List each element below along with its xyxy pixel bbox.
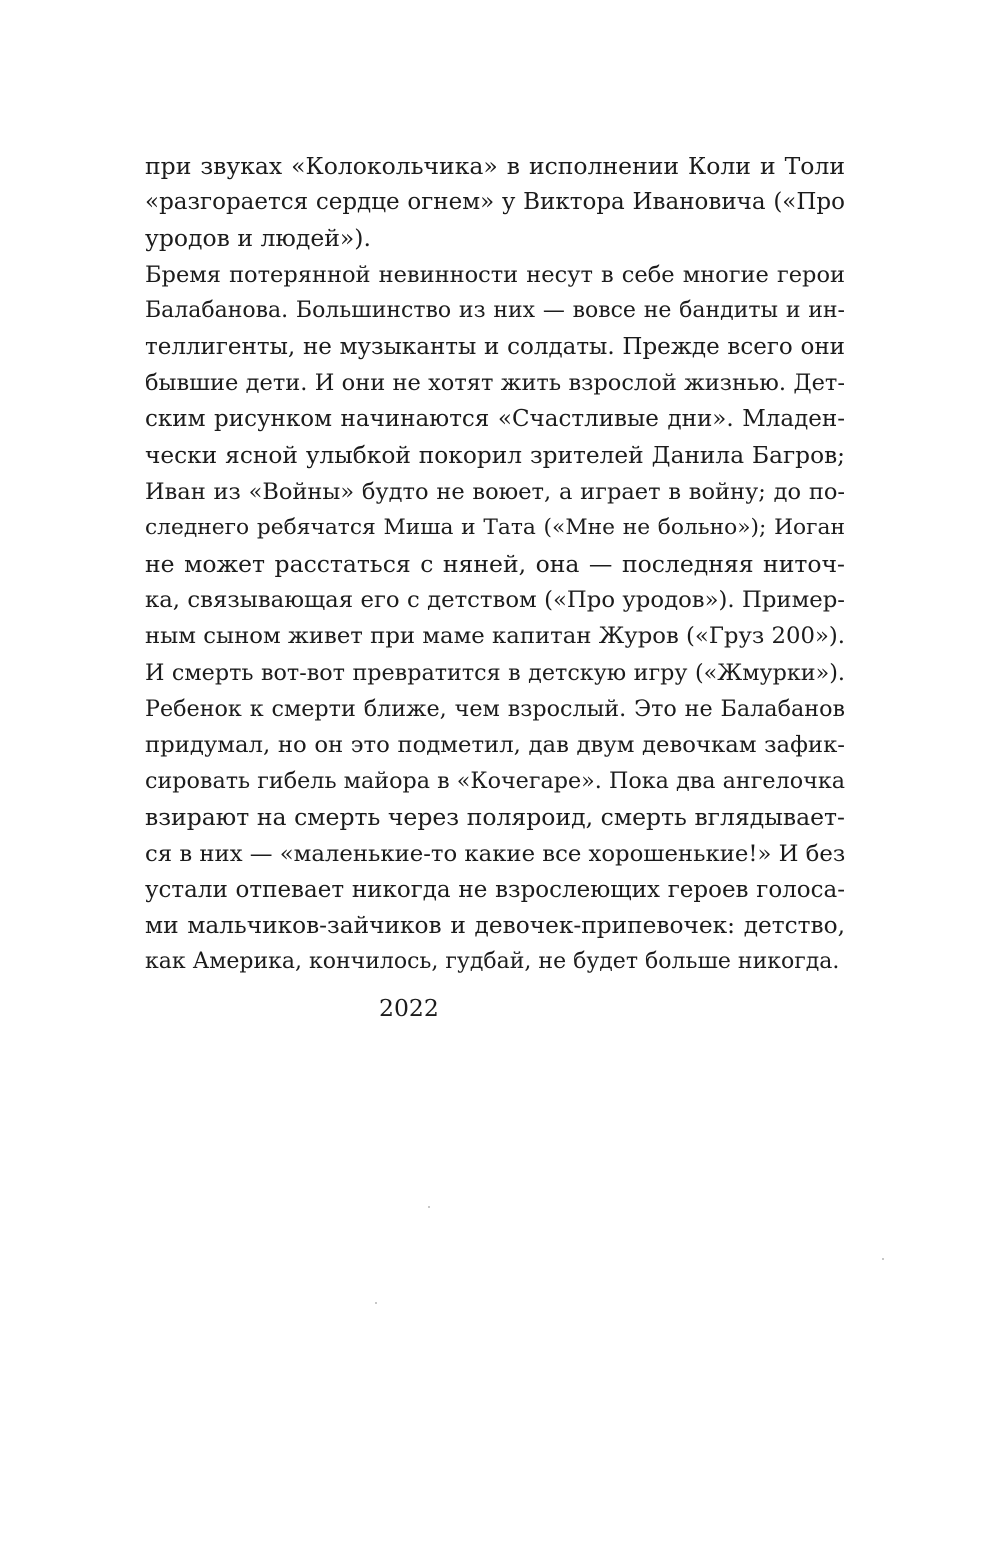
paper-speck <box>428 1206 430 1208</box>
year-date: 2022 <box>379 994 439 1022</box>
text-line: чески ясной улыбкой покорил зрителей Данила Багров; <box>145 441 845 469</box>
text-line: Балабанова. Большинство из них — вовсе не бандиты и ин- <box>145 297 845 323</box>
text-line: Бремя потерянной невинности несут в себе многие герои <box>145 261 845 288</box>
text-line: уродов и людей»). <box>145 224 371 253</box>
body-text <box>145 148 845 980</box>
text-line: «разгорается сердце огнем» у Виктора Ивановича («Про <box>145 189 845 216</box>
text-line: как Америка, кончилось, гудбай, не будет больше никогда. <box>145 949 840 975</box>
text-line: устали отпевает никогда не взрослеющих героев голоса- <box>145 876 845 903</box>
text-line: следнего ребячатся Миша и Тата («Мне не больно»); Иоган <box>145 514 845 540</box>
paper-speck <box>882 1258 884 1260</box>
text-line: бывшие дети. И они не хотят жить взрослой жизнью. Дет- <box>145 370 845 397</box>
text-line: ным сыном живет при маме капитан Журов («Груз 200»). <box>145 623 845 650</box>
text-line: ся в них — «маленькие-то какие все хорошенькие!» И без <box>145 840 846 867</box>
text-line: ми мальчиков-зайчиков и девочек-припевочек: детство, <box>145 911 845 939</box>
text-line: Ребенок к смерти ближе, чем взрослый. Это не Балабанов <box>145 695 845 722</box>
text-line: ским рисунком начинаются «Счастливые дни». Младен- <box>145 406 845 433</box>
text-line: взирают на смерть через поляроид, смерть вглядывает- <box>145 803 845 832</box>
text-line: при звуках «Колокольчика» в исполнении Коли и Толи <box>145 152 845 180</box>
text-line: придумал, но он это подметил, дав двум девочкам зафик- <box>145 732 845 758</box>
text-line: не может расстаться с няней, она — последняя ниточ- <box>145 550 845 579</box>
text-line: теллигенты, не музыканты и солдаты. Прежде всего они <box>145 333 845 360</box>
text-line: ка, связывающая его с детством («Про уродов»). Пример- <box>145 587 845 614</box>
text-line: Иван из «Войны» будто не воюет, а играет в войну; до по- <box>145 478 845 505</box>
text-line: сировать гибель майора в «Кочегаре». Пока два ангелочка <box>145 768 845 795</box>
paper-speck <box>375 1302 377 1304</box>
text-line: И смерть вот-вот превратится в детскую игру («Жмурки»). <box>145 659 845 686</box>
